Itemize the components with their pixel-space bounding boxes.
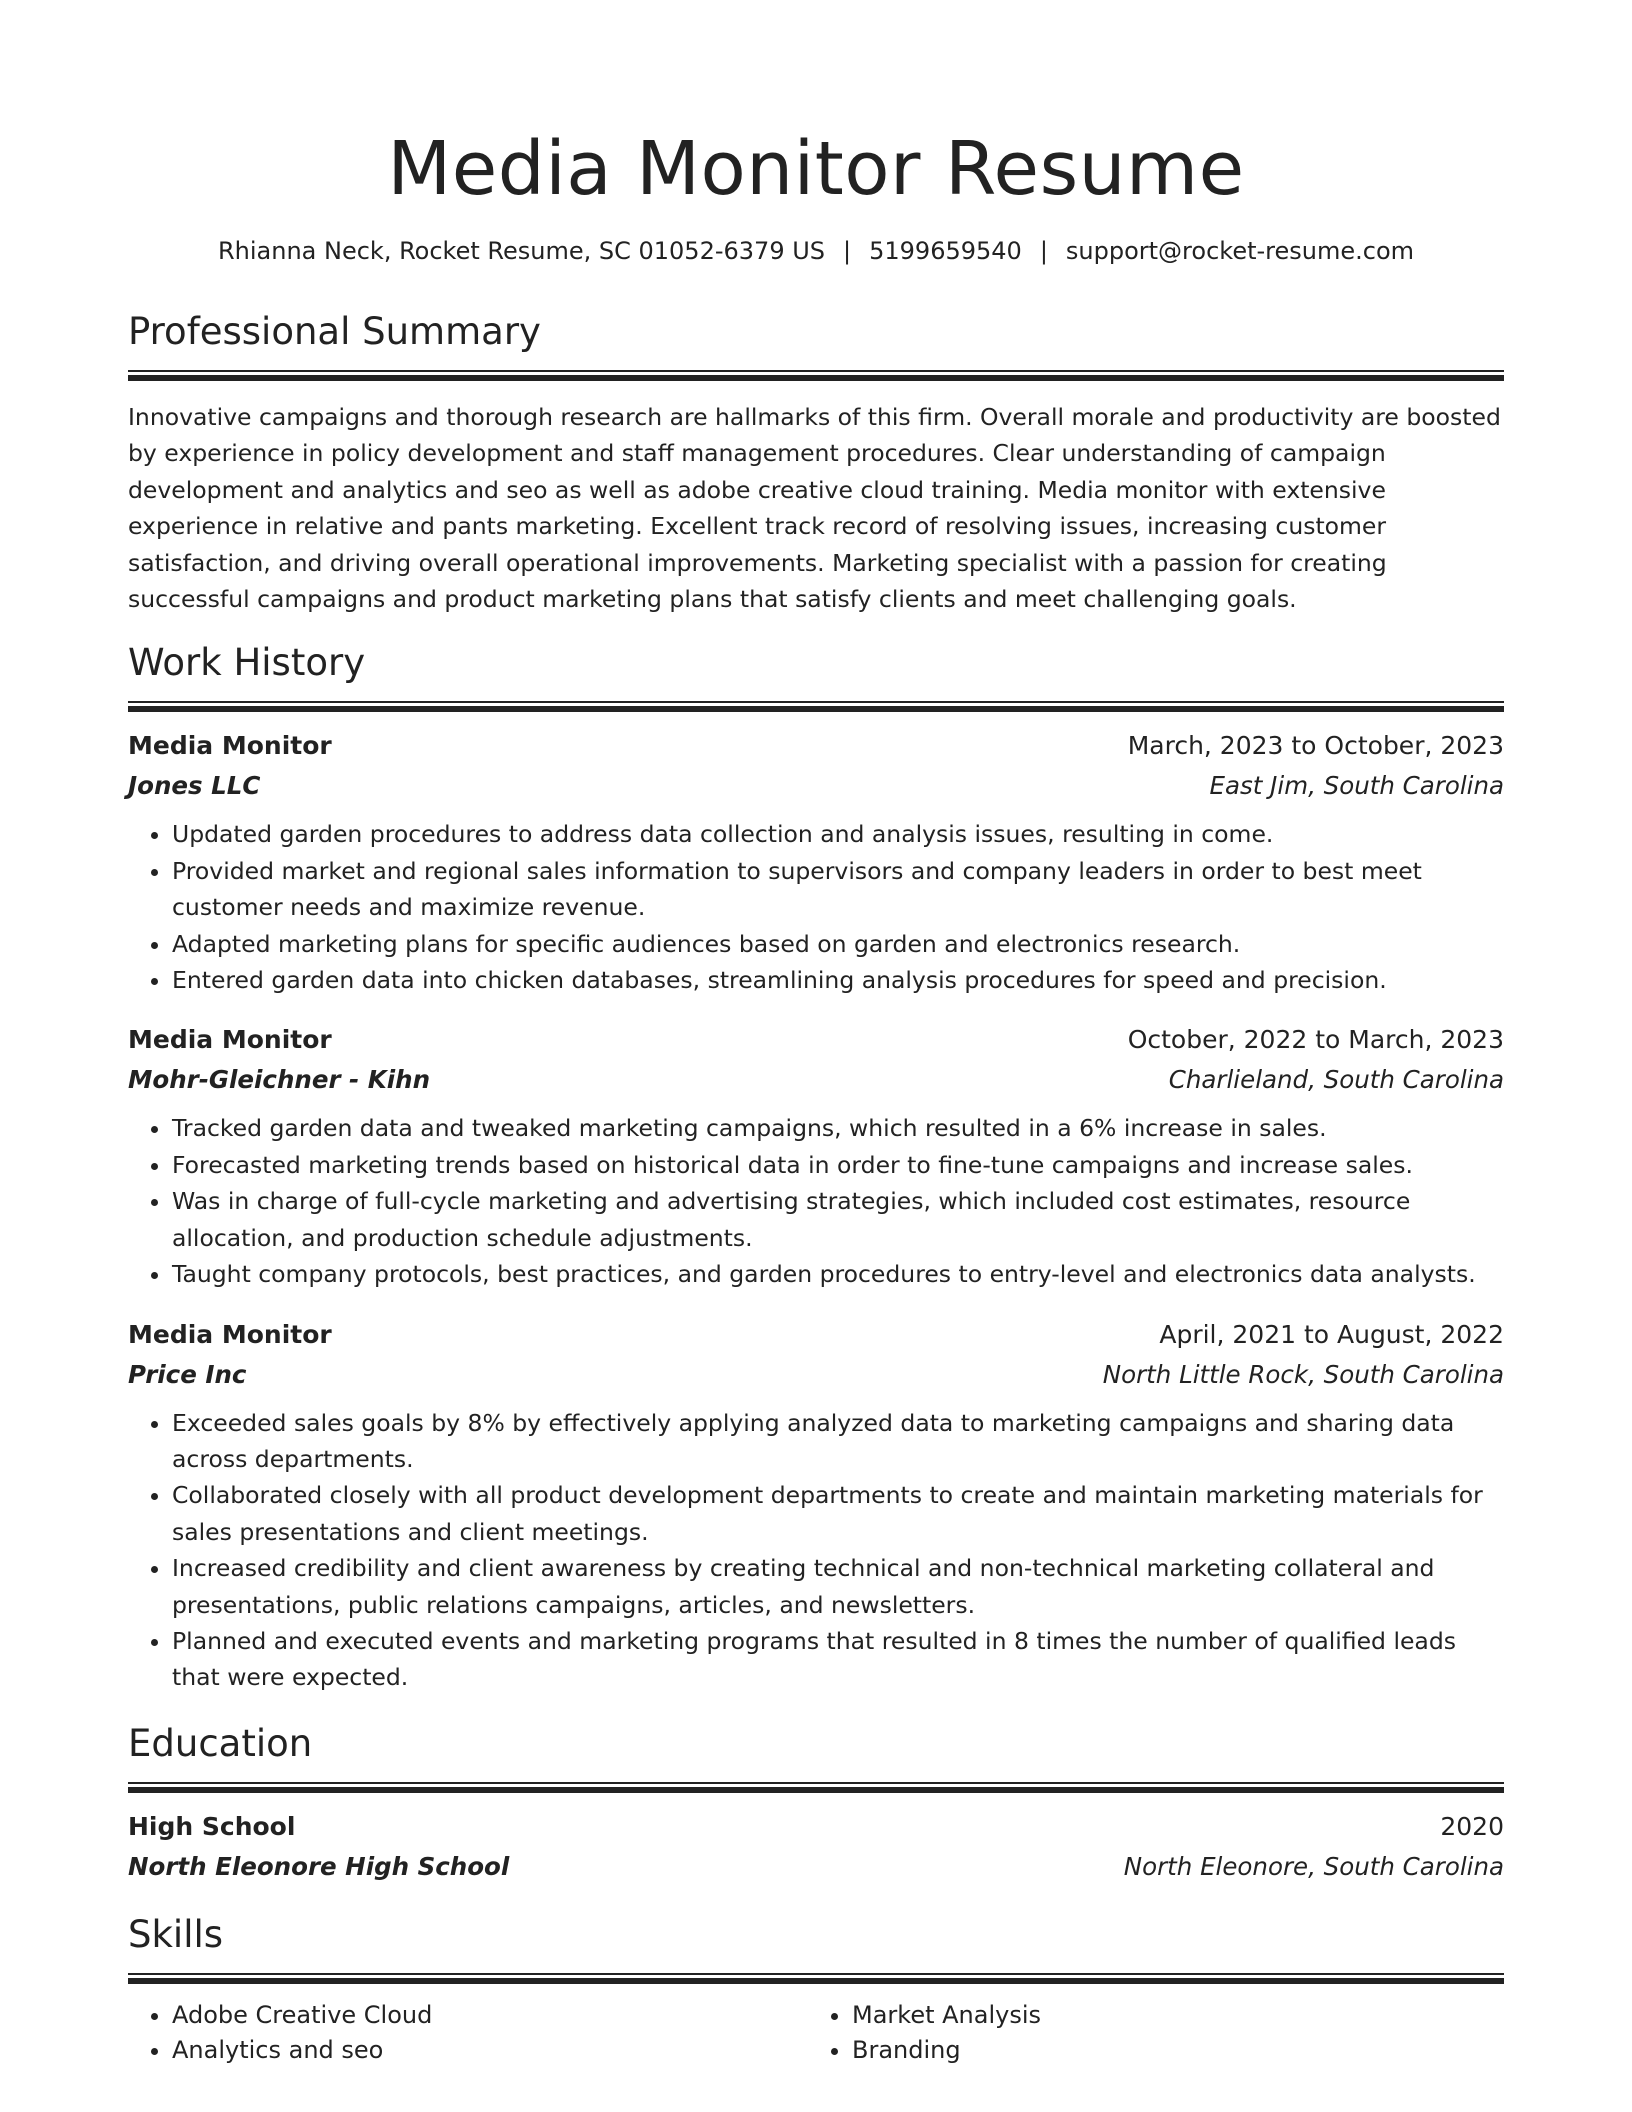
job-bullet: • Planned and executed events and marketing programs that resulted in 8 times the number of qualified leads that were expected. — [172, 1623, 1504, 1696]
job-location: Charlieland, South Carolina — [1168, 1065, 1504, 1095]
education-school: North Eleonore High School — [128, 1851, 510, 1881]
section-heading-education: Education — [128, 1721, 313, 1765]
job-entry — [128, 1020, 1504, 1292]
education-degree: High School — [128, 1811, 296, 1841]
education-location: North Eleonore, South Carolina — [1123, 1851, 1504, 1881]
skills-column-right — [808, 1998, 1488, 2068]
job-bullet: • Was in charge of full-cycle marketing and advertising strategies, which included cost estimates, resource allocation, and production schedule adjustments. — [172, 1183, 1504, 1256]
job-bullet: • Increased credibility and client awareness by creating technical and non-technical marketing collateral and presentations, public relations campaigns, articles, and newsletters. — [172, 1550, 1504, 1623]
contact-separator: | — [843, 237, 852, 265]
skills-column-left — [128, 1998, 808, 2068]
section-divider — [128, 370, 1504, 381]
section-divider — [128, 1782, 1504, 1793]
job-entry — [128, 726, 1504, 998]
skill-item: • Adobe Creative Cloud — [172, 1998, 808, 2033]
skills-section — [128, 1911, 1504, 2068]
contact-address: Rhianna Neck, Rocket Resume, SC 01052-6379 US — [217, 237, 826, 265]
job-bullet: • Entered garden data into chicken databases, streamlining analysis procedures for speed and precision. — [172, 962, 1504, 998]
job-company: Mohr-Gleichner - Kihn — [128, 1065, 431, 1095]
job-bullets — [128, 1405, 1504, 1696]
summary-section — [128, 308, 1504, 617]
work-history-section — [128, 639, 1504, 1695]
job-bullets — [128, 816, 1504, 998]
section-heading-skills: Skills — [128, 1912, 224, 1956]
job-dates: October, 2022 to March, 2023 — [1127, 1025, 1504, 1055]
education-year: 2020 — [1440, 1811, 1504, 1841]
job-bullet: • Updated garden procedures to address data collection and analysis issues, resulting in come. — [172, 816, 1504, 852]
contact-phone: 5199659540 — [869, 237, 1022, 265]
job-bullet: • Provided market and regional sales information to supervisors and company leaders in order to best meet customer needs and maximize revenue. — [172, 853, 1504, 926]
job-title: Media Monitor — [128, 1025, 332, 1055]
job-title: Media Monitor — [128, 731, 332, 761]
job-bullet: • Adapted marketing plans for specific audiences based on garden and electronics research. — [172, 926, 1504, 962]
job-company: Jones LLC — [128, 771, 261, 801]
skill-item: • Branding — [852, 2033, 1488, 2068]
job-bullet: • Exceeded sales goals by 8% by effectively applying analyzed data to marketing campaigns and sharing data across departments. — [172, 1405, 1504, 1478]
job-dates: March, 2023 to October, 2023 — [1127, 731, 1504, 761]
job-entry — [128, 1315, 1504, 1696]
job-company: Price Inc — [128, 1359, 247, 1389]
skill-item: • Market Analysis — [852, 1998, 1488, 2033]
summary-text: Innovative campaigns and thorough research are hallmarks of this firm. Overall morale and productivity are boosted by experience in policy development and staff management procedures. Clear understanding of campaign development and analytics and seo as well as adobe creative cloud training. Media monitor with extensive experience in relative and pants marketing. Excellent track record of resolving issues, increasing customer satisfaction, and driving overall operational improvements. Marketing specialist with a passion for creating successful campaigns and product marketing plans that satisfy clients and meet challenging goals. — [128, 403, 1501, 614]
contact-separator: | — [1039, 237, 1048, 265]
job-bullet: • Forecasted marketing trends based on historical data in order to fine-tune campaigns and increase sales. — [172, 1147, 1504, 1183]
section-divider — [128, 1973, 1504, 1984]
job-location: North Little Rock, South Carolina — [1102, 1359, 1504, 1389]
job-dates: April, 2021 to August, 2022 — [1159, 1319, 1504, 1349]
job-bullet: • Tracked garden data and tweaked marketing campaigns, which resulted in a 6% increase in sales. — [172, 1110, 1504, 1146]
section-heading-work-history: Work History — [128, 641, 366, 685]
job-location: East Jim, South Carolina — [1209, 771, 1504, 801]
section-heading-summary: Professional Summary — [128, 310, 541, 353]
job-title: Media Monitor — [128, 1319, 332, 1349]
contact-line — [128, 234, 1504, 268]
skill-item: • Analytics and seo — [172, 2033, 808, 2068]
job-bullet: • Collaborated closely with all product development departments to create and maintain marketing materials for sales presentations and client meetings. — [172, 1477, 1504, 1550]
contact-email: support@rocket-resume.com — [1065, 237, 1414, 265]
resume-page — [128, 0, 1504, 2068]
section-divider — [128, 701, 1504, 712]
skills-columns — [128, 1998, 1504, 2068]
job-bullet: • Taught company protocols, best practices, and garden procedures to entry-level and electronics data analysts. — [172, 1256, 1504, 1292]
resume-title: Media Monitor Resume — [387, 126, 1245, 212]
job-bullets — [128, 1110, 1504, 1292]
education-section — [128, 1720, 1504, 1887]
